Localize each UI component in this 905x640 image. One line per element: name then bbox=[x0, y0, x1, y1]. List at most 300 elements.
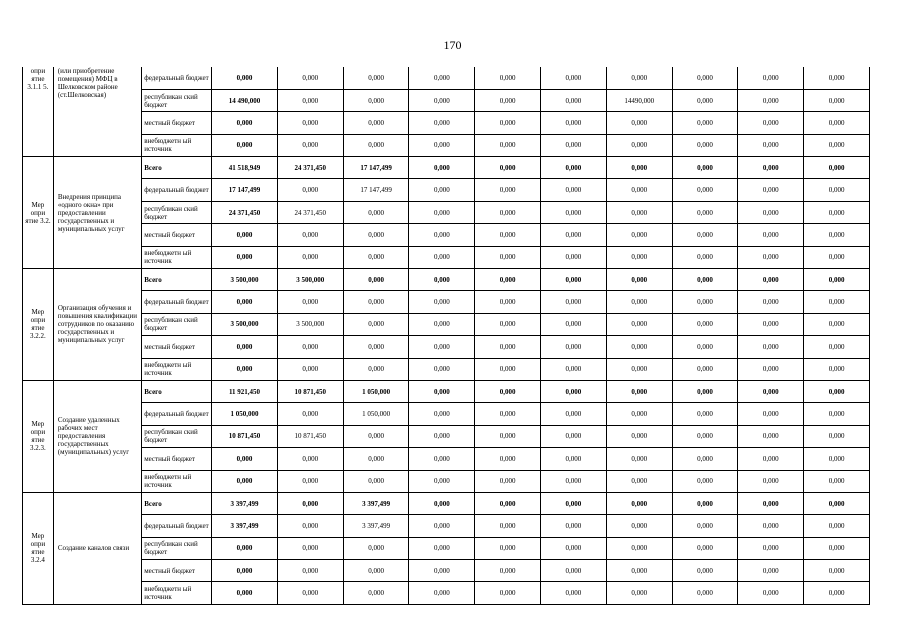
value-cell: 0,000 bbox=[343, 269, 409, 291]
value-cell: 0,000 bbox=[343, 448, 409, 470]
table-row bbox=[23, 157, 870, 179]
value-cell: 0,000 bbox=[804, 560, 870, 582]
value-cell: 0,000 bbox=[277, 515, 343, 537]
table-row bbox=[23, 112, 870, 134]
value-cell: 0,000 bbox=[475, 313, 541, 335]
value-cell: 0,000 bbox=[606, 224, 672, 246]
funding-source: республикан ский бюджет bbox=[142, 537, 212, 559]
value-cell: 0,000 bbox=[409, 112, 475, 134]
budget-table bbox=[22, 67, 870, 605]
value-cell: 0,000 bbox=[804, 313, 870, 335]
value-cell: 0,000 bbox=[541, 560, 607, 582]
value-cell: 0,000 bbox=[672, 157, 738, 179]
value-cell: 0,000 bbox=[343, 358, 409, 380]
table-row bbox=[23, 67, 870, 89]
total-cell: 0,000 bbox=[212, 134, 278, 156]
value-cell: 0,000 bbox=[475, 112, 541, 134]
value-cell: 0,000 bbox=[475, 560, 541, 582]
value-cell: 10 871,450 bbox=[277, 380, 343, 402]
value-cell: 0,000 bbox=[409, 380, 475, 402]
value-cell: 0,000 bbox=[672, 537, 738, 559]
value-cell: 0,000 bbox=[409, 157, 475, 179]
value-cell: 0,000 bbox=[672, 380, 738, 402]
value-cell: 0,000 bbox=[541, 269, 607, 291]
funding-source: республикан ский бюджет bbox=[142, 425, 212, 447]
value-cell: 0,000 bbox=[343, 89, 409, 111]
value-cell: 0,000 bbox=[738, 358, 804, 380]
funding-source: местный бюджет bbox=[142, 448, 212, 470]
value-cell: 0,000 bbox=[738, 291, 804, 313]
value-cell: 0,000 bbox=[804, 492, 870, 514]
value-cell: 0,000 bbox=[277, 537, 343, 559]
value-cell: 0,000 bbox=[475, 224, 541, 246]
table-row bbox=[23, 179, 870, 201]
value-cell: 0,000 bbox=[738, 134, 804, 156]
value-cell: 0,000 bbox=[672, 403, 738, 425]
value-cell: 0,000 bbox=[672, 470, 738, 492]
funding-source: республикан ский бюджет bbox=[142, 313, 212, 335]
funding-source: федеральный бюджет bbox=[142, 179, 212, 201]
funding-source: федеральный бюджет bbox=[142, 403, 212, 425]
value-cell: 0,000 bbox=[475, 492, 541, 514]
value-cell: 0,000 bbox=[277, 224, 343, 246]
table-row bbox=[23, 448, 870, 470]
value-cell: 0,000 bbox=[343, 134, 409, 156]
value-cell: 0,000 bbox=[343, 470, 409, 492]
value-cell: 0,000 bbox=[409, 403, 475, 425]
funding-source: Всего bbox=[142, 380, 212, 402]
value-cell: 0,000 bbox=[804, 515, 870, 537]
value-cell: 0,000 bbox=[475, 515, 541, 537]
funding-source: федеральный бюджет bbox=[142, 515, 212, 537]
value-cell: 0,000 bbox=[343, 112, 409, 134]
value-cell: 0,000 bbox=[606, 492, 672, 514]
table-row bbox=[23, 246, 870, 268]
value-cell: 0,000 bbox=[804, 112, 870, 134]
funding-source: внебюджетн ый источник bbox=[142, 470, 212, 492]
value-cell: 0,000 bbox=[738, 224, 804, 246]
total-cell: 0,000 bbox=[212, 291, 278, 313]
value-cell: 0,000 bbox=[672, 291, 738, 313]
value-cell: 0,000 bbox=[738, 179, 804, 201]
value-cell: 0,000 bbox=[475, 134, 541, 156]
table-row bbox=[23, 269, 870, 291]
value-cell: 0,000 bbox=[475, 448, 541, 470]
value-cell: 0,000 bbox=[409, 537, 475, 559]
value-cell: 0,000 bbox=[738, 492, 804, 514]
funding-source: местный бюджет bbox=[142, 336, 212, 358]
total-cell: 0,000 bbox=[212, 560, 278, 582]
value-cell: 0,000 bbox=[738, 157, 804, 179]
activity-code: опри ятие 3.1.1 5. bbox=[23, 67, 54, 157]
value-cell: 1 050,000 bbox=[343, 403, 409, 425]
total-cell: 0,000 bbox=[212, 336, 278, 358]
value-cell: 0,000 bbox=[541, 89, 607, 111]
total-cell: 11 921,450 bbox=[212, 380, 278, 402]
value-cell: 0,000 bbox=[738, 313, 804, 335]
value-cell: 0,000 bbox=[277, 470, 343, 492]
value-cell: 0,000 bbox=[738, 336, 804, 358]
value-cell: 0,000 bbox=[409, 448, 475, 470]
value-cell: 14490,000 bbox=[606, 89, 672, 111]
value-cell: 0,000 bbox=[541, 246, 607, 268]
value-cell: 0,000 bbox=[804, 269, 870, 291]
value-cell: 0,000 bbox=[475, 157, 541, 179]
value-cell: 0,000 bbox=[672, 112, 738, 134]
value-cell: 0,000 bbox=[804, 425, 870, 447]
value-cell: 0,000 bbox=[343, 224, 409, 246]
value-cell: 0,000 bbox=[475, 582, 541, 604]
value-cell: 0,000 bbox=[409, 89, 475, 111]
total-cell: 10 871,450 bbox=[212, 425, 278, 447]
value-cell: 0,000 bbox=[277, 358, 343, 380]
table-row bbox=[23, 89, 870, 111]
value-cell: 0,000 bbox=[475, 336, 541, 358]
value-cell: 0,000 bbox=[343, 246, 409, 268]
value-cell: 0,000 bbox=[541, 582, 607, 604]
table-row bbox=[23, 201, 870, 223]
activity-name: Внедрения принципа «одного окна» при предоставлении государственных и муниципальных услуг bbox=[53, 157, 141, 269]
value-cell: 0,000 bbox=[804, 224, 870, 246]
value-cell: 0,000 bbox=[409, 269, 475, 291]
value-cell: 0,000 bbox=[541, 358, 607, 380]
value-cell: 0,000 bbox=[409, 224, 475, 246]
value-cell: 0,000 bbox=[804, 67, 870, 89]
value-cell: 0,000 bbox=[475, 425, 541, 447]
value-cell: 0,000 bbox=[541, 201, 607, 223]
value-cell: 0,000 bbox=[804, 403, 870, 425]
value-cell: 0,000 bbox=[409, 425, 475, 447]
table-row bbox=[23, 515, 870, 537]
table-row bbox=[23, 134, 870, 156]
value-cell: 0,000 bbox=[606, 313, 672, 335]
value-cell: 0,000 bbox=[606, 560, 672, 582]
value-cell: 0,000 bbox=[409, 67, 475, 89]
value-cell: 0,000 bbox=[672, 425, 738, 447]
value-cell: 0,000 bbox=[738, 582, 804, 604]
total-cell: 41 518,949 bbox=[212, 157, 278, 179]
table-row bbox=[23, 291, 870, 313]
funding-source: внебюджетн ый источник bbox=[142, 582, 212, 604]
value-cell: 0,000 bbox=[409, 336, 475, 358]
value-cell: 0,000 bbox=[606, 380, 672, 402]
page-number: 170 bbox=[443, 38, 462, 52]
value-cell: 0,000 bbox=[343, 291, 409, 313]
activity-code: Мер опри ятие 3.2.3. bbox=[23, 380, 54, 492]
value-cell: 0,000 bbox=[541, 492, 607, 514]
funding-source: республикан ский бюджет bbox=[142, 89, 212, 111]
value-cell: 0,000 bbox=[738, 246, 804, 268]
value-cell: 0,000 bbox=[804, 246, 870, 268]
value-cell: 0,000 bbox=[738, 537, 804, 559]
value-cell: 0,000 bbox=[277, 134, 343, 156]
value-cell: 0,000 bbox=[672, 179, 738, 201]
value-cell: 3 500,000 bbox=[277, 313, 343, 335]
value-cell: 0,000 bbox=[475, 358, 541, 380]
value-cell: 0,000 bbox=[343, 336, 409, 358]
value-cell: 0,000 bbox=[277, 89, 343, 111]
activity-name: Организация обучения и повышения квалификации сотрудников по оказанию государственных и муниципальных услуг bbox=[53, 269, 141, 381]
value-cell: 0,000 bbox=[672, 89, 738, 111]
value-cell: 0,000 bbox=[277, 112, 343, 134]
value-cell: 0,000 bbox=[409, 291, 475, 313]
value-cell: 0,000 bbox=[541, 134, 607, 156]
funding-source: федеральный бюджет bbox=[142, 67, 212, 89]
value-cell: 0,000 bbox=[277, 291, 343, 313]
table-row bbox=[23, 313, 870, 335]
table-row bbox=[23, 358, 870, 380]
value-cell: 0,000 bbox=[277, 448, 343, 470]
table-row bbox=[23, 560, 870, 582]
total-cell: 14 490,000 bbox=[212, 89, 278, 111]
total-cell: 3 500,000 bbox=[212, 313, 278, 335]
value-cell: 0,000 bbox=[804, 537, 870, 559]
value-cell: 0,000 bbox=[606, 201, 672, 223]
value-cell: 0,000 bbox=[804, 179, 870, 201]
value-cell: 0,000 bbox=[606, 336, 672, 358]
value-cell: 0,000 bbox=[606, 134, 672, 156]
value-cell: 3 500,000 bbox=[277, 269, 343, 291]
value-cell: 0,000 bbox=[541, 537, 607, 559]
value-cell: 0,000 bbox=[606, 67, 672, 89]
value-cell: 0,000 bbox=[672, 224, 738, 246]
value-cell: 0,000 bbox=[606, 358, 672, 380]
value-cell: 0,000 bbox=[475, 269, 541, 291]
value-cell: 0,000 bbox=[277, 492, 343, 514]
value-cell: 17 147,499 bbox=[343, 157, 409, 179]
value-cell: 0,000 bbox=[541, 313, 607, 335]
value-cell: 0,000 bbox=[277, 582, 343, 604]
value-cell: 0,000 bbox=[541, 224, 607, 246]
table-row bbox=[23, 582, 870, 604]
value-cell: 0,000 bbox=[541, 425, 607, 447]
funding-source: внебюджетн ый источник bbox=[142, 358, 212, 380]
total-cell: 24 371,450 bbox=[212, 201, 278, 223]
funding-source: местный бюджет bbox=[142, 112, 212, 134]
value-cell: 0,000 bbox=[672, 269, 738, 291]
value-cell: 0,000 bbox=[606, 246, 672, 268]
value-cell: 0,000 bbox=[409, 582, 475, 604]
value-cell: 0,000 bbox=[541, 112, 607, 134]
value-cell: 0,000 bbox=[475, 403, 541, 425]
value-cell: 0,000 bbox=[672, 448, 738, 470]
value-cell: 0,000 bbox=[343, 537, 409, 559]
value-cell: 0,000 bbox=[672, 492, 738, 514]
value-cell: 0,000 bbox=[738, 89, 804, 111]
funding-source: местный бюджет bbox=[142, 224, 212, 246]
value-cell: 3 397,499 bbox=[343, 515, 409, 537]
value-cell: 0,000 bbox=[672, 336, 738, 358]
value-cell: 0,000 bbox=[277, 179, 343, 201]
value-cell: 0,000 bbox=[606, 403, 672, 425]
value-cell: 0,000 bbox=[606, 582, 672, 604]
value-cell: 0,000 bbox=[804, 358, 870, 380]
total-cell: 3 397,499 bbox=[212, 492, 278, 514]
value-cell: 0,000 bbox=[606, 515, 672, 537]
value-cell: 0,000 bbox=[738, 201, 804, 223]
activity-code: Мер опри ятие 3.2.4 bbox=[23, 492, 54, 604]
value-cell: 0,000 bbox=[672, 246, 738, 268]
value-cell: 0,000 bbox=[738, 67, 804, 89]
value-cell: 0,000 bbox=[343, 67, 409, 89]
value-cell: 0,000 bbox=[804, 336, 870, 358]
value-cell: 0,000 bbox=[672, 313, 738, 335]
value-cell: 0,000 bbox=[541, 448, 607, 470]
total-cell: 3 500,000 bbox=[212, 269, 278, 291]
value-cell: 0,000 bbox=[738, 425, 804, 447]
value-cell: 3 397,499 bbox=[343, 492, 409, 514]
value-cell: 0,000 bbox=[475, 89, 541, 111]
funding-source: Всего bbox=[142, 269, 212, 291]
total-cell: 0,000 bbox=[212, 470, 278, 492]
value-cell: 0,000 bbox=[475, 179, 541, 201]
value-cell: 0,000 bbox=[672, 358, 738, 380]
value-cell: 0,000 bbox=[277, 403, 343, 425]
table-row bbox=[23, 537, 870, 559]
value-cell: 0,000 bbox=[672, 582, 738, 604]
value-cell: 0,000 bbox=[606, 112, 672, 134]
value-cell: 0,000 bbox=[804, 291, 870, 313]
total-cell: 0,000 bbox=[212, 246, 278, 268]
value-cell: 0,000 bbox=[541, 291, 607, 313]
value-cell: 0,000 bbox=[409, 515, 475, 537]
table-row bbox=[23, 380, 870, 402]
value-cell: 0,000 bbox=[606, 269, 672, 291]
value-cell: 0,000 bbox=[738, 403, 804, 425]
total-cell: 0,000 bbox=[212, 358, 278, 380]
value-cell: 0,000 bbox=[409, 179, 475, 201]
value-cell: 0,000 bbox=[541, 157, 607, 179]
value-cell: 0,000 bbox=[343, 425, 409, 447]
value-cell: 0,000 bbox=[738, 269, 804, 291]
value-cell: 0,000 bbox=[804, 201, 870, 223]
value-cell: 0,000 bbox=[606, 470, 672, 492]
funding-source: внебюджетн ый источник bbox=[142, 246, 212, 268]
value-cell: 0,000 bbox=[606, 179, 672, 201]
value-cell: 0,000 bbox=[343, 560, 409, 582]
value-cell: 0,000 bbox=[541, 380, 607, 402]
value-cell: 0,000 bbox=[606, 291, 672, 313]
value-cell: 0,000 bbox=[277, 336, 343, 358]
value-cell: 0,000 bbox=[804, 470, 870, 492]
value-cell: 0,000 bbox=[409, 560, 475, 582]
value-cell: 0,000 bbox=[606, 537, 672, 559]
value-cell: 0,000 bbox=[738, 112, 804, 134]
value-cell: 0,000 bbox=[738, 470, 804, 492]
funding-source: внебюджетн ый источник bbox=[142, 134, 212, 156]
value-cell: 0,000 bbox=[804, 157, 870, 179]
value-cell: 0,000 bbox=[409, 201, 475, 223]
value-cell: 0,000 bbox=[277, 246, 343, 268]
table-row bbox=[23, 492, 870, 514]
value-cell: 0,000 bbox=[343, 582, 409, 604]
total-cell: 0,000 bbox=[212, 582, 278, 604]
value-cell: 0,000 bbox=[475, 67, 541, 89]
value-cell: 0,000 bbox=[541, 67, 607, 89]
activity-name: (или приобретение помещения) МФЦ в Шелковском районе (ст.Шелковская) bbox=[53, 67, 141, 157]
activity-name: Создание каналов связи bbox=[53, 492, 141, 604]
total-cell: 0,000 bbox=[212, 537, 278, 559]
value-cell: 0,000 bbox=[672, 515, 738, 537]
value-cell: 0,000 bbox=[738, 560, 804, 582]
value-cell: 0,000 bbox=[409, 492, 475, 514]
activity-name: Создание удаленных рабочих мест предоставления государственных (муниципальных) услуг bbox=[53, 380, 141, 492]
value-cell: 0,000 bbox=[475, 470, 541, 492]
total-cell: 3 397,499 bbox=[212, 515, 278, 537]
table-row bbox=[23, 425, 870, 447]
value-cell: 0,000 bbox=[804, 582, 870, 604]
value-cell: 0,000 bbox=[409, 246, 475, 268]
value-cell: 0,000 bbox=[606, 448, 672, 470]
table-row bbox=[23, 224, 870, 246]
value-cell: 1 050,000 bbox=[343, 380, 409, 402]
table-row bbox=[23, 403, 870, 425]
value-cell: 17 147,499 bbox=[343, 179, 409, 201]
funding-source: местный бюджет bbox=[142, 560, 212, 582]
funding-source: федеральный бюджет bbox=[142, 291, 212, 313]
value-cell: 0,000 bbox=[409, 358, 475, 380]
value-cell: 0,000 bbox=[738, 515, 804, 537]
activity-code: Мер опри ятие 3.2. bbox=[23, 157, 54, 269]
budget-table-body bbox=[23, 67, 870, 604]
value-cell: 0,000 bbox=[475, 291, 541, 313]
table-row bbox=[23, 336, 870, 358]
funding-source: Всего bbox=[142, 157, 212, 179]
table-row bbox=[23, 470, 870, 492]
funding-source: Всего bbox=[142, 492, 212, 514]
value-cell: 0,000 bbox=[277, 67, 343, 89]
value-cell: 0,000 bbox=[672, 560, 738, 582]
value-cell: 0,000 bbox=[541, 336, 607, 358]
value-cell: 0,000 bbox=[277, 560, 343, 582]
value-cell: 0,000 bbox=[409, 134, 475, 156]
value-cell: 0,000 bbox=[541, 179, 607, 201]
value-cell: 0,000 bbox=[804, 380, 870, 402]
value-cell: 0,000 bbox=[475, 537, 541, 559]
value-cell: 24 371,450 bbox=[277, 157, 343, 179]
value-cell: 0,000 bbox=[475, 201, 541, 223]
value-cell: 0,000 bbox=[804, 448, 870, 470]
activity-code: Мер опри ятие 3.2.2. bbox=[23, 269, 54, 381]
value-cell: 0,000 bbox=[409, 313, 475, 335]
value-cell: 0,000 bbox=[409, 470, 475, 492]
value-cell: 0,000 bbox=[475, 246, 541, 268]
total-cell: 0,000 bbox=[212, 112, 278, 134]
total-cell: 1 050,000 bbox=[212, 403, 278, 425]
value-cell: 0,000 bbox=[738, 380, 804, 402]
total-cell: 0,000 bbox=[212, 448, 278, 470]
funding-source: республикан ский бюджет bbox=[142, 201, 212, 223]
value-cell: 0,000 bbox=[606, 425, 672, 447]
value-cell: 24 371,450 bbox=[277, 201, 343, 223]
total-cell: 0,000 bbox=[212, 67, 278, 89]
value-cell: 0,000 bbox=[738, 448, 804, 470]
value-cell: 0,000 bbox=[541, 515, 607, 537]
value-cell: 0,000 bbox=[672, 201, 738, 223]
value-cell: 0,000 bbox=[804, 89, 870, 111]
value-cell: 0,000 bbox=[343, 313, 409, 335]
value-cell: 0,000 bbox=[475, 380, 541, 402]
value-cell: 0,000 bbox=[606, 157, 672, 179]
value-cell: 0,000 bbox=[672, 134, 738, 156]
value-cell: 0,000 bbox=[343, 201, 409, 223]
total-cell: 0,000 bbox=[212, 224, 278, 246]
value-cell: 0,000 bbox=[541, 470, 607, 492]
value-cell: 0,000 bbox=[672, 67, 738, 89]
value-cell: 0,000 bbox=[804, 134, 870, 156]
value-cell: 0,000 bbox=[541, 403, 607, 425]
total-cell: 17 147,499 bbox=[212, 179, 278, 201]
